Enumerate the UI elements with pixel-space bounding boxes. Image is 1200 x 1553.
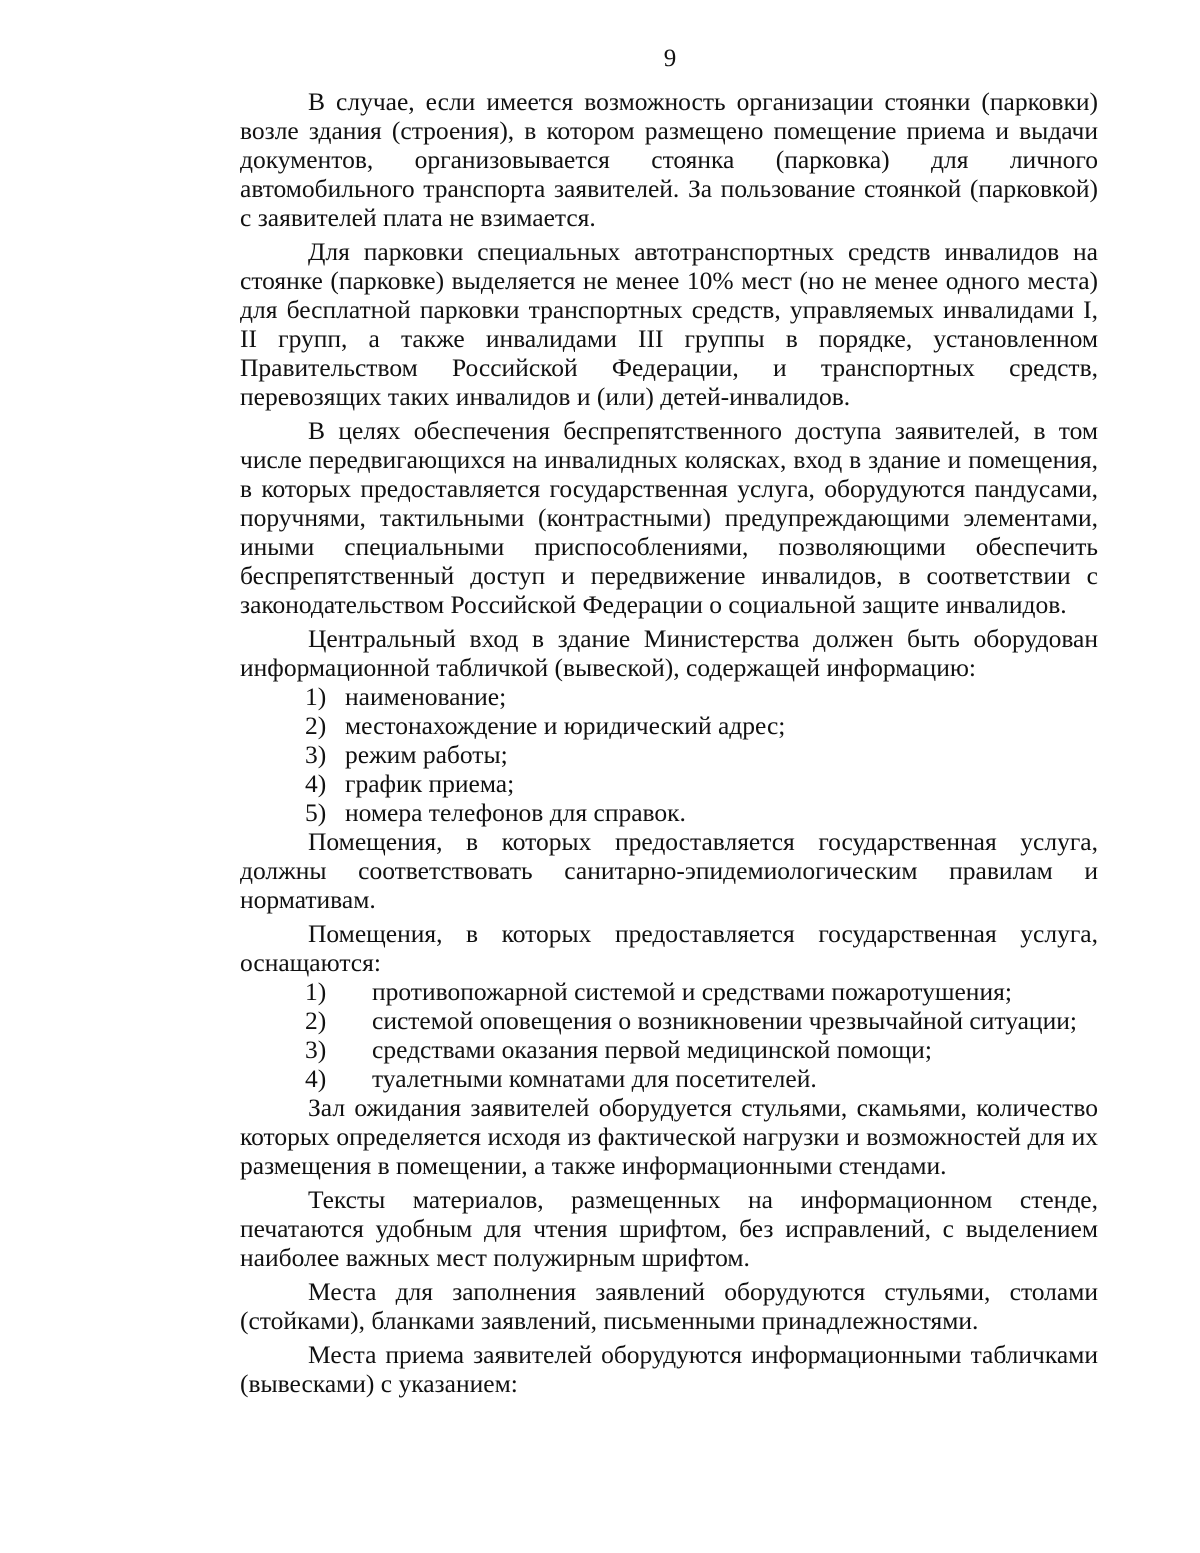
paragraph-parking: В случае, если имеется возможность организации стоянки (парковки) возле здания (строения), в котором размещено помещение приема и выдачи документов, организовывается стоянка (парковка) для личного автомобильного транспорта заявителей. За пользование стоянкой (парковкой) с заявителей плата не взимается. <box>240 87 1098 232</box>
list-item: 2) системой оповещения о возникновении чрезвычайной ситуации; <box>305 1006 1077 1035</box>
document-body <box>240 87 1098 1398</box>
paragraph-accessibility: В целях обеспечения беспрепятственного доступа заявителей, в том числе передвигающихся на инвалидных колясках, вход в здание и помещения, в которых предоставляется государственная услуга, оборудуются пандусами, поручнями, тактильными (контрастными) предупреждающими элементами, иными специальными приспособлениями, позволяющими обеспечить беспрепятственный доступ и передвижение инвалидов, в соответствии с законодательством Российской Федерации о социальной защите инвалидов. <box>240 416 1098 619</box>
list-item: 2) местонахождение и юридический адрес; <box>305 711 786 740</box>
paragraph-entrance-sign: Центральный вход в здание Министерства должен быть оборудован информационной табличкой (вывеской), содержащей информацию: <box>240 624 1098 682</box>
paragraph-info-stand: Тексты материалов, размещенных на информационном стенде, печатаются удобным для чтения шрифтом, без исправлений, с выделением наиболее важных мест полужирным шрифтом. <box>240 1185 1098 1272</box>
equipment-list <box>240 977 1098 1093</box>
page-number: 9 <box>663 45 677 72</box>
paragraph-sanitary: Помещения, в которых предоставляется государственная услуга, должны соответствовать санитарно-эпидемиологическим правилам и нормативам. <box>240 827 1098 914</box>
paragraph-equipment: Помещения, в которых предоставляется государственная услуга, оснащаются: <box>240 919 1098 977</box>
paragraph-waiting-hall: Зал ожидания заявителей оборудуется стульями, скамьями, количество которых определяется исходя из фактической нагрузки и возможностей для их размещения в помещении, а также информационными стендами. <box>240 1093 1098 1180</box>
list-item: 4) туалетными комнатами для посетителей. <box>305 1064 817 1093</box>
paragraph-forms-area: Места для заполнения заявлений оборудуются стульями, столами (стойками), бланками заявлений, письменными принадлежностями. <box>240 1277 1098 1335</box>
list-item: 1) наименование; <box>305 682 507 711</box>
list-item: 5) номера телефонов для справок. <box>305 798 686 827</box>
list-item: 4) график приема; <box>305 769 515 798</box>
sign-info-list <box>240 682 1098 827</box>
list-item: 3) режим работы; <box>305 740 508 769</box>
paragraph-reception-signs: Места приема заявителей оборудуются информационными табличками (вывесками) с указанием: <box>240 1340 1098 1398</box>
list-item: 3) средствами оказания первой медицинской помощи; <box>305 1035 932 1064</box>
list-item: 1) противопожарной системой и средствами пожаротушения; <box>305 977 1012 1006</box>
paragraph-disabled-parking: Для парковки специальных автотранспортных средств инвалидов на стоянке (парковке) выделяется не менее 10% мест (но не менее одного места) для бесплатной парковки транспортных средств, управляемых инвалидами I, II групп, а также инвалидами III группы в порядке, установленном Правительством Российской Федерации, и транспортных средств, перевозящих таких инвалидов и (или) детей-инвалидов. <box>240 237 1098 411</box>
